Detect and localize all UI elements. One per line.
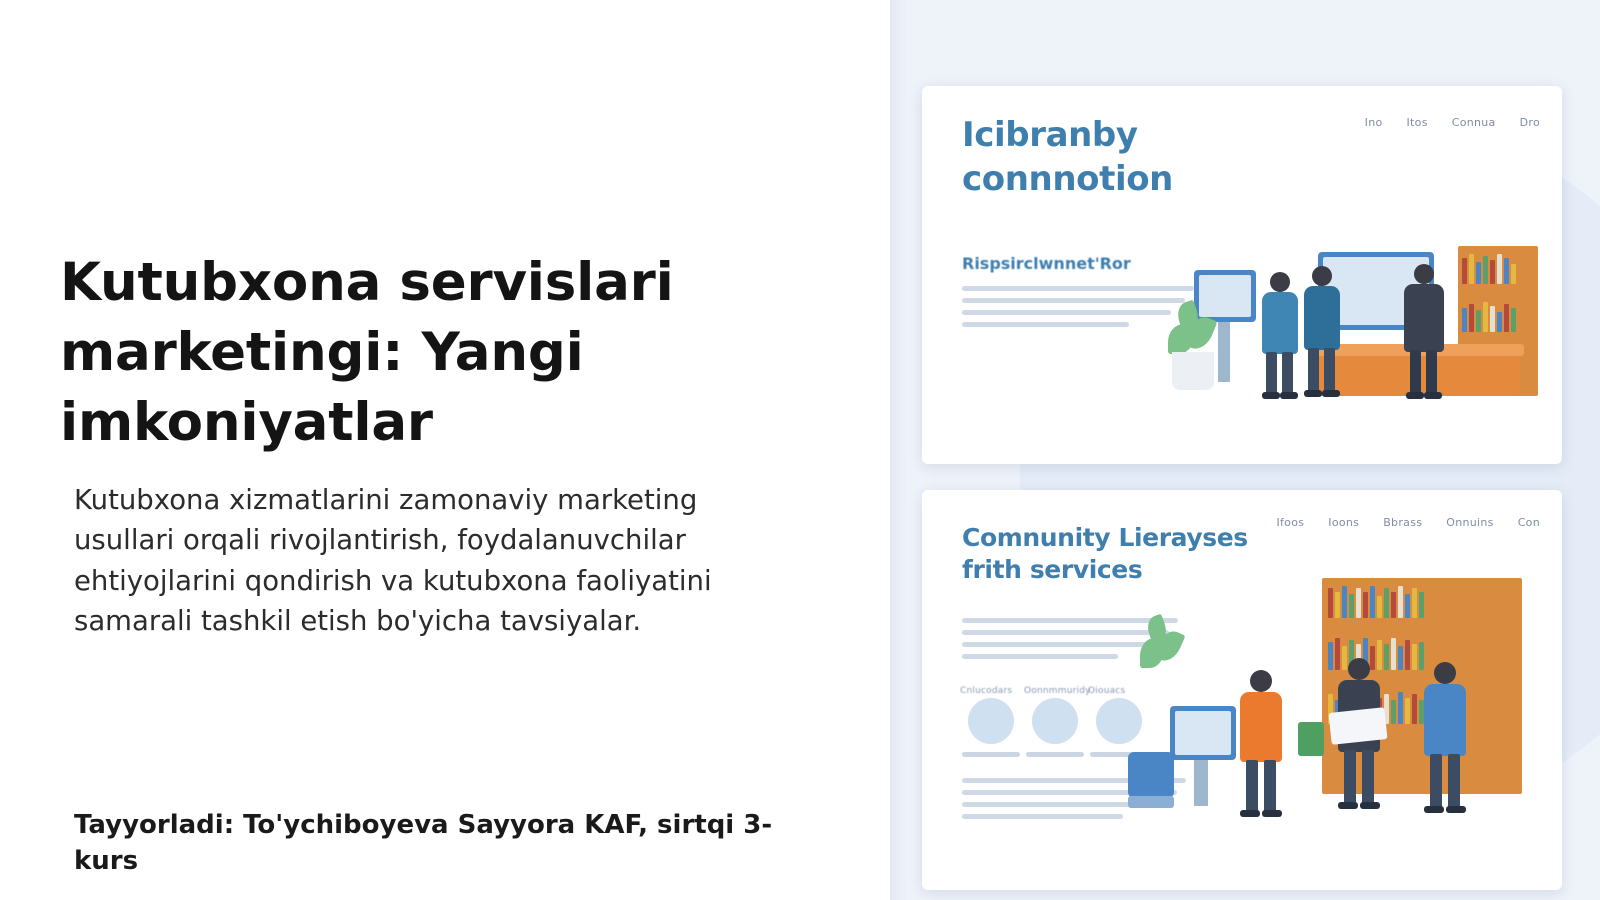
kiosk-stand (1194, 760, 1208, 806)
feature-item[interactable] (1026, 698, 1084, 757)
mockup-top-body-lines (962, 286, 1194, 334)
mockup-nav-item[interactable]: Onnuins (1446, 516, 1494, 529)
mockup-nav-item[interactable]: Ino (1364, 116, 1383, 129)
feature-item[interactable] (1090, 698, 1148, 757)
feature-caption: Cnlucodars (960, 686, 1013, 696)
mockup-nav-item[interactable]: Itos (1406, 116, 1428, 129)
mockup-nav-item[interactable]: Con (1517, 516, 1540, 529)
kiosk-screen-icon (1170, 706, 1236, 760)
mockup-nav-item[interactable]: Connua (1451, 116, 1496, 129)
mockup-bottom (922, 490, 1562, 890)
bag-icon (1298, 722, 1324, 756)
preview-card-top[interactable] (922, 86, 1562, 464)
mockup-nav-item[interactable]: Ioons (1328, 516, 1360, 529)
mockup-top-heading: Icibranby connnotion (962, 115, 1173, 199)
chair-seat (1128, 796, 1174, 808)
kiosk-screen-icon (1194, 270, 1256, 322)
feature-caption: Oonnmmuridy (1024, 686, 1091, 696)
kiosk-stand (1218, 322, 1230, 382)
mockup-bottom-heading: Comnunity Lierayses frith services (962, 523, 1248, 584)
chair-icon (1128, 752, 1174, 798)
slide-subtitle: Kutubxona xizmatlarini zamonaviy marketing usullari orqali rivojlantirish, foydalanuvchilar ehtiyojlarini qondirish va kutubxona faoliyatini samarali tashkil etish bo'yicha tavsiyalar. (74, 483, 712, 638)
mockup-nav-item[interactable]: Dro (1519, 116, 1540, 129)
plant-pot (1172, 352, 1214, 390)
preview-card-bottom[interactable] (922, 490, 1562, 890)
mockup-nav-item[interactable]: Ifoos (1276, 516, 1305, 529)
mockup-top-subheading: Rispsirclwnnet'Ror (962, 254, 1131, 273)
mockup-bottom-nav (1276, 516, 1540, 529)
mockup-top (922, 86, 1562, 464)
feature-item[interactable] (962, 698, 1020, 757)
open-book-icon (1328, 707, 1387, 745)
page-title: Kutubxona servislari marketingi: Yangi imkoniyatlar (60, 252, 674, 453)
slide-right-panel (890, 0, 1600, 900)
feature-caption: Oiouacs (1088, 686, 1126, 696)
mockup-nav-item[interactable]: Bbrass (1383, 516, 1423, 529)
mockup-top-nav (1365, 116, 1540, 129)
slide-author: Tayyorladi: To'ychiboyeva Sayyora KAF, sirtqi 3-kurs (74, 810, 773, 877)
